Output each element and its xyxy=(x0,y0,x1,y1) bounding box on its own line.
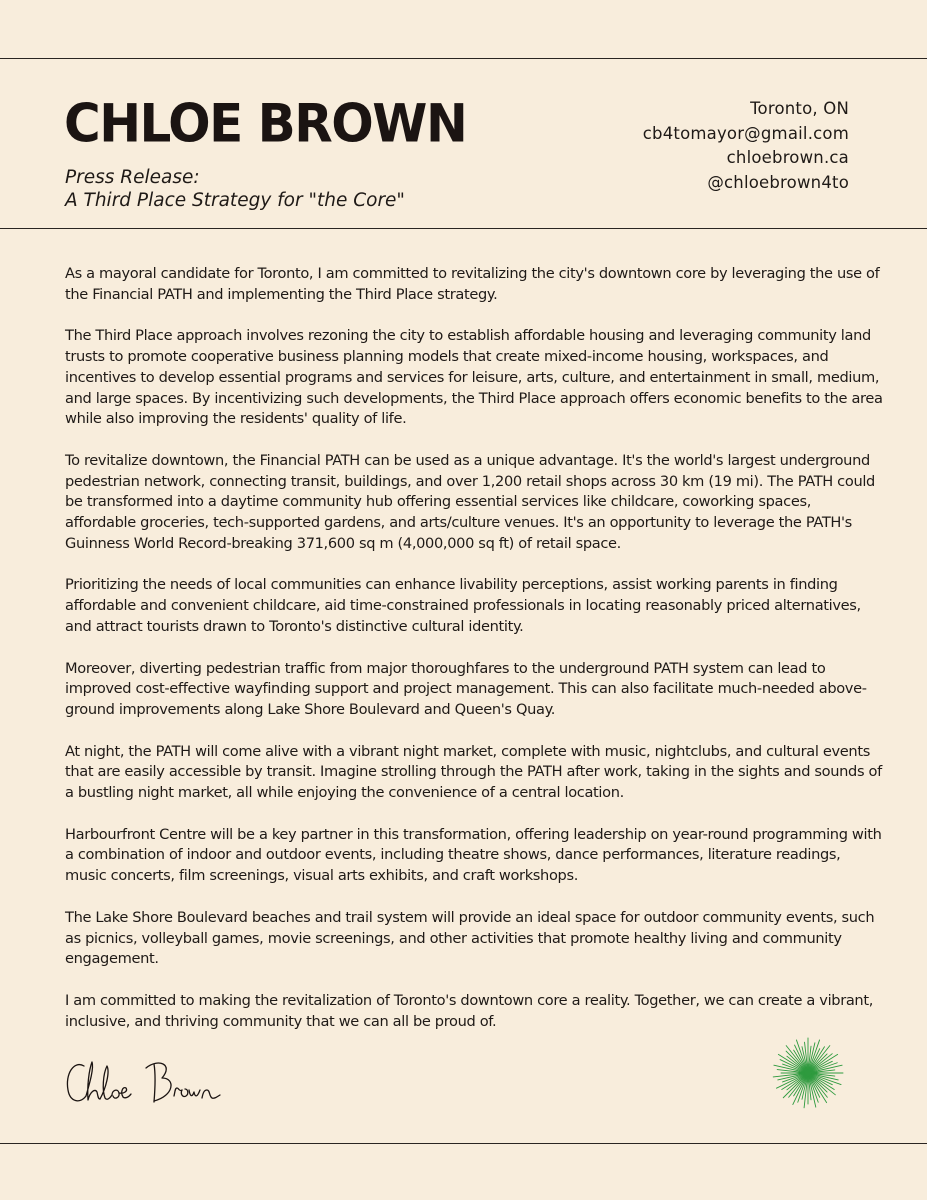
body-paragraph: Moreover, diverting pedestrian traffic from major thoroughfares to the underground PATH system can lead to improved cost-effective wayfinding support and project management. This can also facilitate much-needed above-ground improvements along Lake Shore Boulevard and Queen's Quay. xyxy=(65,659,867,718)
signature-handwritten xyxy=(62,1052,232,1112)
body-paragraph: To revitalize downtown, the Financial PATH can be used as a unique advantage. It's the world's largest underground pedestrian network, connecting transit, buildings, and over 1,200 retail shops across 30 km (19 mi). The PATH could be transformed into a daytime community hub offering essential services like childcare, coworking spaces, affordable groceries, tech-supported gardens, and arts/culture venues. It's an opportunity to leverage the PATH's Guinness World Record-breaking 371,600 sq m (4,000,000 sq ft) of retail space. xyxy=(65,451,875,552)
contact-website: chloebrown.ca xyxy=(726,148,849,167)
body-paragraph: At night, the PATH will come alive with a vibrant night market, complete with music, nightclubs, and cultural events that are easily accessible by transit. Imagine strolling through the PATH after work, taking in the sights and sounds of a bustling night market, all while enjoying the convenience of a central location. xyxy=(65,742,882,802)
contact-block xyxy=(643,97,849,195)
contact-handle: @chloebrown4to xyxy=(707,172,849,192)
starburst-ray xyxy=(786,1051,808,1073)
starburst-ray xyxy=(783,1073,808,1098)
candidate-name: CHLOE BROWN xyxy=(64,93,467,154)
press-release-body xyxy=(65,264,885,1053)
body-paragraph: I am committed to making the revitalization of Toronto's downtown core a reality. Together, we can create a vibrant, inclusive, and thriving community that we can all be proud of. xyxy=(65,991,873,1030)
subtitle-line-1: Press Release: xyxy=(65,167,200,188)
body-paragraph: Prioritizing the needs of local communities can enhance livability perceptions, assist working parents in finding affordable and convenient childcare, aid time-constrained professionals in locating reasonably priced alternatives, and attract tourists drawn to Toronto's distinctive cultural identity. xyxy=(65,576,861,635)
starburst-center xyxy=(805,1070,811,1076)
body-paragraph: As a mayoral candidate for Toronto, I am committed to revitalizing the city's downtown core by leveraging the use of the Financial PATH and implementing the Third Place strategy. xyxy=(65,265,880,303)
subtitle-line-2: A Third Place Strategy for "the Core" xyxy=(65,190,405,211)
starburst-icon xyxy=(771,1036,845,1110)
document-subtitle xyxy=(65,166,405,212)
top-divider xyxy=(0,58,927,59)
contact-location: Toronto, ON xyxy=(750,99,849,118)
body-paragraph: Harbourfront Centre will be a key partner in this transformation, offering leadership on year-round programming with a combination of indoor and outdoor events, including theatre shows, dance performances, literature readings, music concerts, film screenings, visual arts exhibits, and craft workshops. xyxy=(65,825,882,885)
bottom-divider xyxy=(0,1143,927,1144)
header-divider xyxy=(0,228,927,229)
contact-email: cb4tomayor@gmail.com xyxy=(642,123,849,143)
body-paragraph: The Lake Shore Boulevard beaches and trail system will provide an ideal space for outdoor community events, such as picnics, volleyball games, movie screenings, and other activities that promote healthy living and community engagement. xyxy=(65,908,875,968)
body-paragraph: The Third Place approach involves rezoning the city to establish affordable housing and leveraging community land trusts to promote cooperative business planning models that create mixed-income housing, workspaces, and incentives to develop essential programs and services for leisure, arts, culture, and entertainment in small, medium, and large spaces. By incentivizing such developments, the Third Place approach offers economic benefits to the area while also improving the residents' quality of life. xyxy=(65,327,883,428)
